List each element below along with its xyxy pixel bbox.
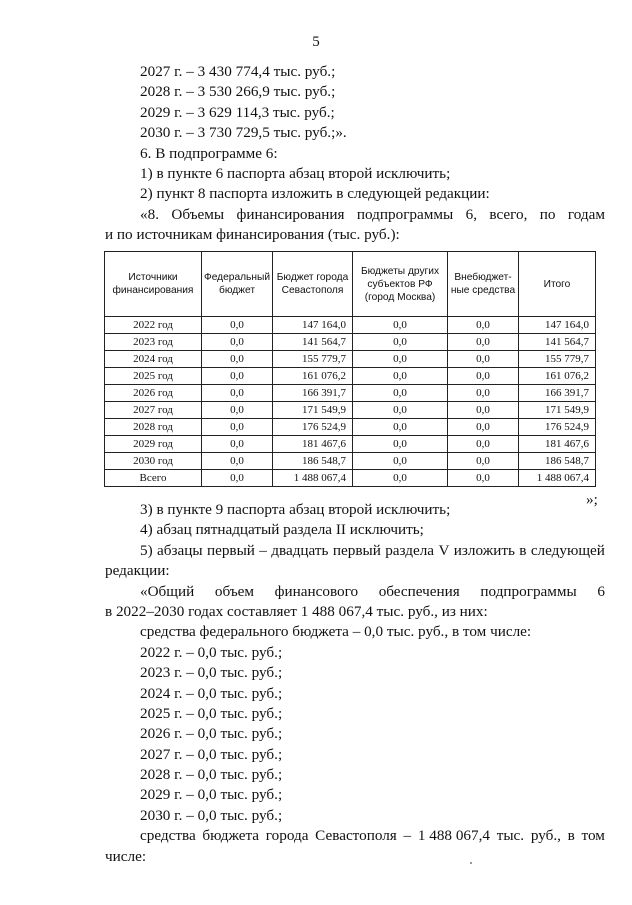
table-cell: 0,0	[448, 453, 519, 470]
text-line: 1) в пункте 6 паспорта абзац второй исключить;	[140, 164, 451, 182]
table-cell: 2029 год	[105, 436, 202, 453]
table-cell: 0,0	[202, 419, 273, 436]
page-number: 5	[312, 34, 320, 50]
text-line: 2029 г. – 3 629 114,3 тыс. руб.;	[140, 103, 335, 121]
sevastopol-line1: средства бюджета города Севастополя – 1 488 067,4 тыс. руб., в том	[140, 827, 605, 845]
table-cell: 166 391,7	[273, 385, 353, 402]
table-cell: 1 488 067,4	[519, 470, 596, 487]
federal-year-line: 2025 г. – 0,0 тыс. руб.;	[140, 704, 283, 722]
table-cell: 2024 год	[105, 351, 202, 368]
text-line: 4) абзац пятнадцатый раздела II исключить;	[140, 521, 424, 539]
table-cell: 1 488 067,4	[273, 470, 353, 487]
table-cell: 0,0	[448, 368, 519, 385]
table-row-total	[105, 470, 596, 487]
federal-year-line: 2029 г. – 0,0 тыс. руб.;	[140, 786, 283, 804]
table-cell: 0,0	[202, 402, 273, 419]
general-line1: «Общий объем финансового обеспечения подпрограммы 6	[140, 582, 605, 600]
table-cell: 161 076,2	[519, 368, 596, 385]
sevastopol-line2: числе:	[105, 847, 147, 865]
table-cell: 0,0	[202, 317, 273, 334]
column-header: Бюджет города Севастополя	[273, 252, 353, 317]
table-row	[105, 317, 596, 334]
table-cell: 141 564,7	[519, 334, 596, 351]
column-header: Внебюджет-ные средства	[448, 252, 519, 317]
table-cell: 2025 год	[105, 368, 202, 385]
table-cell: Всего	[105, 470, 202, 487]
table-cell: 155 779,7	[273, 351, 353, 368]
table-cell: 0,0	[448, 351, 519, 368]
table-row	[105, 351, 596, 368]
table-cell: 0,0	[202, 351, 273, 368]
table-cell: 0,0	[353, 317, 448, 334]
table-cell: 0,0	[448, 385, 519, 402]
table-cell: 0,0	[202, 334, 273, 351]
table-cell: 161 076,2	[273, 368, 353, 385]
text-line: 2027 г. – 3 430 774,4 тыс. руб.;	[140, 63, 336, 80]
amendment-text-bottom	[105, 500, 605, 867]
table-cell: 171 549,9	[273, 402, 353, 419]
text-line: 3) в пункте 9 паспорта абзац второй исключить;	[140, 501, 451, 518]
table-row	[105, 385, 596, 402]
table-cell: 176 524,9	[273, 419, 353, 436]
table-row	[105, 436, 596, 453]
table-cell: 0,0	[353, 470, 448, 487]
table-cell: 0,0	[353, 436, 448, 453]
item5-line2: редакции:	[105, 562, 170, 580]
table-cell: 0,0	[202, 453, 273, 470]
table-cell: 0,0	[448, 470, 519, 487]
column-header: Бюджеты других субъектов РФ (город Москва)	[353, 252, 448, 317]
federal-year-line: 2027 г. – 0,0 тыс. руб.;	[140, 745, 283, 763]
table-cell: 186 548,7	[519, 453, 596, 470]
table-cell: 0,0	[202, 470, 273, 487]
table-cell: 141 564,7	[273, 334, 353, 351]
federal-intro: средства федерального бюджета – 0,0 тыс. руб., в том числе:	[140, 623, 532, 641]
closing-quote-mark: »;	[586, 491, 598, 508]
table-cell: 0,0	[353, 351, 448, 368]
table-row	[105, 368, 596, 385]
table-cell: 0,0	[202, 436, 273, 453]
table-cell: 0,0	[202, 368, 273, 385]
text-line: 2028 г. – 3 530 266,9 тыс. руб.;	[140, 83, 336, 101]
table-cell: 155 779,7	[519, 351, 596, 368]
column-header: Итого	[519, 252, 596, 317]
table-row	[105, 334, 596, 351]
table-header-row	[105, 252, 596, 317]
table-cell: 176 524,9	[519, 419, 596, 436]
table-cell: 0,0	[448, 419, 519, 436]
table-cell: 186 548,7	[273, 453, 353, 470]
general-line2: в 2022–2030 годах составляет 1 488 067,4 тыс. руб., из них:	[105, 602, 488, 620]
table-cell: 0,0	[202, 385, 273, 402]
table-cell: 0,0	[448, 334, 519, 351]
table-cell: 181 467,6	[519, 436, 596, 453]
amendment-text-top	[105, 62, 605, 246]
table-cell: 2022 год	[105, 317, 202, 334]
federal-year-line: 2022 г. – 0,0 тыс. руб.;	[140, 643, 283, 661]
table-cell: 2030 год	[105, 453, 202, 470]
table-cell: 0,0	[448, 402, 519, 419]
table-cell: 171 549,9	[519, 402, 596, 419]
table-cell: 0,0	[353, 453, 448, 470]
federal-year-line: 2024 г. – 0,0 тыс. руб.;	[140, 684, 283, 702]
table-cell: 166 391,7	[519, 385, 596, 402]
item8-line2: и по источникам финансирования (тыс. руб.):	[105, 226, 400, 244]
table-cell: 0,0	[353, 368, 448, 385]
table-cell: 0,0	[448, 436, 519, 453]
table-row	[105, 402, 596, 419]
table-row	[105, 453, 596, 470]
table-cell: 0,0	[353, 334, 448, 351]
table-cell: 2027 год	[105, 402, 202, 419]
text-line: 2) пункт 8 паспорта изложить в следующей редакции:	[140, 185, 490, 203]
table-cell: 2028 год	[105, 419, 202, 436]
column-header: Источники финансирования	[105, 252, 202, 317]
table-row	[105, 419, 596, 436]
table-cell: 0,0	[353, 385, 448, 402]
table-cell: 0,0	[448, 317, 519, 334]
federal-year-line: 2028 г. – 0,0 тыс. руб.;	[140, 766, 283, 784]
table-cell: 2026 год	[105, 385, 202, 402]
item8-line1: «8. Объемы финансирования подпрограммы 6, всего, по годам	[140, 205, 605, 223]
federal-year-line: 2030 г. – 0,0 тыс. руб.;	[140, 806, 283, 824]
federal-year-line: 2023 г. – 0,0 тыс. руб.;	[140, 664, 283, 682]
federal-year-line: 2026 г. – 0,0 тыс. руб.;	[140, 725, 283, 743]
scan-speck	[470, 862, 472, 864]
table-cell: 2023 год	[105, 334, 202, 351]
column-header: Федеральный бюджет	[202, 252, 273, 317]
item5-line1: 5) абзацы первый – двадцать первый раздела V изложить в следующей	[140, 541, 605, 559]
text-line: 2030 г. – 3 730 729,5 тыс. руб.;».	[140, 124, 347, 142]
table-cell: 181 467,6	[273, 436, 353, 453]
text-line: 6. В подпрограмме 6:	[140, 144, 278, 162]
table-cell: 0,0	[353, 419, 448, 436]
table-cell: 147 164,0	[273, 317, 353, 334]
table-cell: 147 164,0	[519, 317, 596, 334]
financing-table	[104, 251, 595, 487]
table-cell: 0,0	[353, 402, 448, 419]
